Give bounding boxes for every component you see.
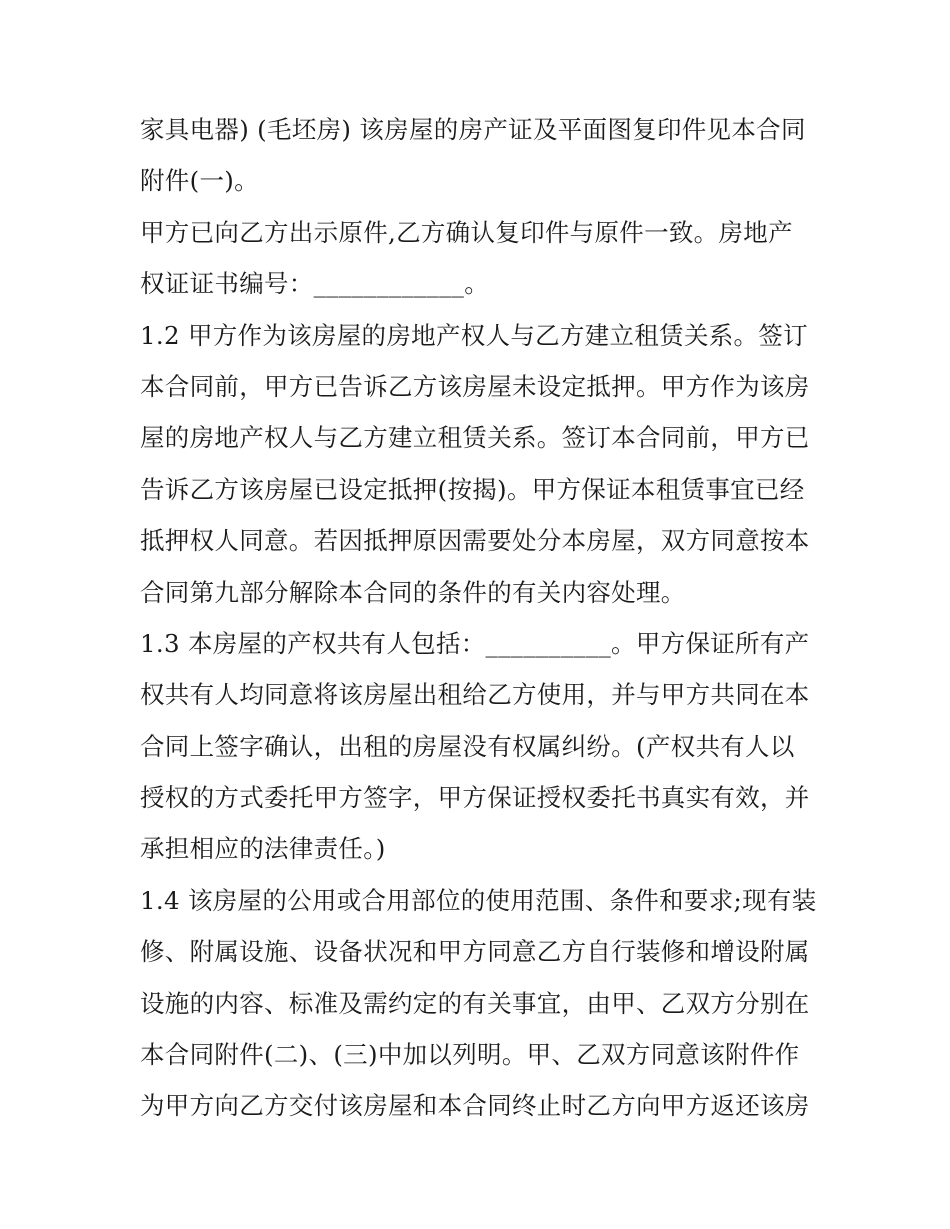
text-line: 合同上签字确认，出租的房屋没有权属纠纷。(产权共有人以 [140, 731, 795, 761]
text-line: 附件(一)。 [140, 166, 259, 196]
text-line: 1.3 本房屋的产权共有人包括：__________。甲方保证所有产 [140, 628, 810, 658]
text-line: 设施的内容、标准及需约定的有关事宜，由甲、乙双方分别在 [140, 988, 810, 1018]
text-line: 本合同前，甲方已告诉乙方该房屋未设定抵押。甲方作为该房 [140, 371, 810, 401]
text-line: 1.2 甲方作为该房屋的房地产权人与乙方建立租赁关系。签订 [140, 320, 808, 350]
text-line: 本合同附件(二)、(三)中加以列明。甲、乙双方同意该附件作 [140, 1040, 800, 1070]
text-line: 抵押权人同意。若因抵押原因需要处分本房屋，双方同意按本 [140, 526, 810, 556]
text-line: 甲方已向乙方出示原件,乙方确认复印件与原件一致。房地产 [140, 217, 793, 247]
text-line: 1.4 该房屋的公用或合用部位的使用范围、条件和要求;现有装 [140, 885, 817, 915]
text-line: 屋的房地产权人与乙方建立租赁关系。签订本合同前，甲方已 [140, 423, 810, 453]
text-line: 修、附属设施、设备状况和甲方同意乙方自行装修和增设附属 [140, 937, 810, 967]
contract-text [140, 104, 830, 1132]
text-line: 家具电器) (毛坯房) 该房屋的房产证及平面图复印件见本合同 [140, 115, 806, 144]
text-line: 告诉乙方该房屋已设定抵押(按揭)。甲方保证本租赁事宜已经 [140, 474, 805, 504]
text-line: 权证证书编号：____________。 [140, 269, 489, 299]
text-line: 授权的方式委托甲方签字，甲方保证授权委托书真实有效，并 [140, 783, 810, 813]
text-line: 承担相应的法律责任。) [140, 834, 386, 864]
text-line: 权共有人均同意将该房屋出租给乙方使用，并与甲方共同在本 [140, 680, 810, 710]
text-line: 合同第九部分解除本合同的条件的有关内容处理。 [140, 577, 686, 607]
text-line: 为甲方向乙方交付该房屋和本合同终止时乙方向甲方返还该房 [140, 1091, 810, 1121]
